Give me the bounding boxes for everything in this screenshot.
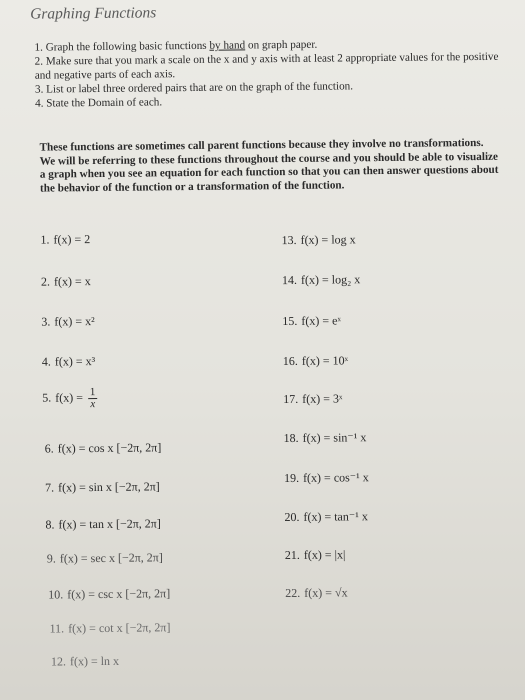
function-expression: f(x) = 3ˣ — [302, 391, 343, 406]
function-item — [285, 547, 346, 563]
function-expression: f(x) = csc x [−2π, 2π] — [67, 586, 171, 602]
function-number: 16. — [282, 353, 298, 369]
function-item — [281, 232, 355, 248]
function-number: 3. — [41, 314, 51, 329]
function-item — [42, 354, 96, 370]
function-number: 21. — [284, 547, 300, 563]
function-expression: f(x) = sin⁻¹ x — [302, 430, 367, 445]
function-number: 19. — [283, 470, 300, 486]
function-number: 11. — [49, 621, 65, 636]
function-number: 20. — [284, 509, 300, 525]
function-item — [41, 314, 95, 330]
function-item — [45, 440, 162, 456]
function-expression: f(x) = cos⁻¹ x — [302, 470, 369, 485]
fraction-denominator: x — [90, 398, 96, 411]
function-item — [284, 430, 367, 446]
function-expression: f(x) = sin x [−2π, 2π] — [58, 479, 160, 495]
function-number: 5. — [42, 390, 52, 405]
function-number: 7. — [45, 480, 55, 495]
function-item — [51, 654, 119, 670]
function-item — [47, 550, 163, 566]
function-expression: f(x) = 10ˣ — [301, 353, 349, 368]
page-title: Graphing Functions — [30, 4, 157, 23]
function-number: 4. — [41, 354, 51, 369]
function-expression: f(x) = 2 — [53, 232, 91, 247]
function-item — [41, 274, 91, 290]
function-expression: f(x) = x³ — [54, 354, 96, 369]
function-item — [48, 586, 170, 602]
function-item — [283, 391, 342, 407]
function-item — [284, 509, 368, 525]
function-number: 17. — [283, 391, 299, 407]
function-expression: f(x) = cos x [−2π, 2π] — [57, 440, 162, 456]
instruction-number: 3. — [34, 83, 44, 96]
function-number: 10. — [48, 587, 64, 602]
function-number: 14. — [281, 272, 298, 288]
function-expression: f(x) = x² — [54, 314, 95, 329]
function-number: 15. — [282, 313, 298, 329]
function-number: 2. — [40, 274, 51, 289]
function-item — [282, 272, 360, 288]
function-number: 18. — [283, 430, 299, 446]
function-number: 1. — [40, 232, 50, 247]
function-item — [283, 353, 348, 369]
instruction-text: on graph paper. — [245, 38, 318, 52]
function-expression: f(x) = |x| — [303, 547, 346, 562]
function-expression: f(x) = ln x — [69, 653, 120, 669]
function-expression: f(x) = tan⁻¹ x — [303, 509, 368, 524]
function-item — [284, 470, 369, 486]
instruction-text: List or label three ordered pairs that are on the graph of the function. — [46, 80, 354, 96]
function-expression: f(x) = log x — [300, 232, 356, 247]
function-expression: f(x) = log₂ x — [300, 272, 361, 287]
function-item — [40, 232, 90, 248]
instruction-text: State the Domain of each. — [46, 96, 163, 110]
function-expression: f(x) = tan x [−2π, 2π] — [58, 516, 161, 532]
instruction-text: Make sure that you mark a scale on the x and y axis with at least 2 appropriate values for the positive and negative parts of each axis. — [34, 50, 499, 82]
function-number: 6. — [44, 441, 54, 456]
function-item — [45, 479, 160, 495]
function-item — [45, 516, 160, 532]
instruction-number: 1. — [34, 41, 43, 54]
function-expression: f(x) = √x — [304, 585, 348, 600]
instruction-number: 4. — [35, 97, 44, 110]
function-item — [285, 585, 347, 601]
function-number: 12. — [50, 654, 67, 669]
function-number: 8. — [45, 517, 55, 532]
function-expression: f(x) = cot x [−2π, 2π] — [68, 620, 171, 636]
function-expression: f(x) = — [55, 390, 87, 405]
function-expression: f(x) = x — [53, 274, 91, 289]
instruction-underlined-text: by hand — [209, 39, 246, 52]
function-expression: f(x) = eˣ — [301, 313, 342, 328]
fraction — [88, 387, 98, 410]
instruction-text: Graph the following basic functions — [45, 39, 210, 54]
function-item — [282, 313, 341, 329]
intro-paragraph: These functions are sometimes call parent functions because they involve no transformations. We will be referring to these functions throughout the course and you should be able to visualize a graph when you see an equation for each function so that you can then answer questions about the behavior of the function or a transformation of the function. — [39, 136, 499, 195]
function-number: 13. — [281, 232, 297, 248]
function-expression: f(x) = sec x [−2π, 2π] — [59, 550, 163, 566]
function-item — [50, 620, 171, 636]
function-number: 22. — [285, 585, 301, 601]
function-number: 9. — [46, 551, 56, 566]
fraction-numerator: 1 — [88, 387, 98, 399]
instructions-list — [34, 36, 505, 111]
instruction-number: 2. — [34, 55, 44, 68]
function-item — [42, 387, 98, 411]
